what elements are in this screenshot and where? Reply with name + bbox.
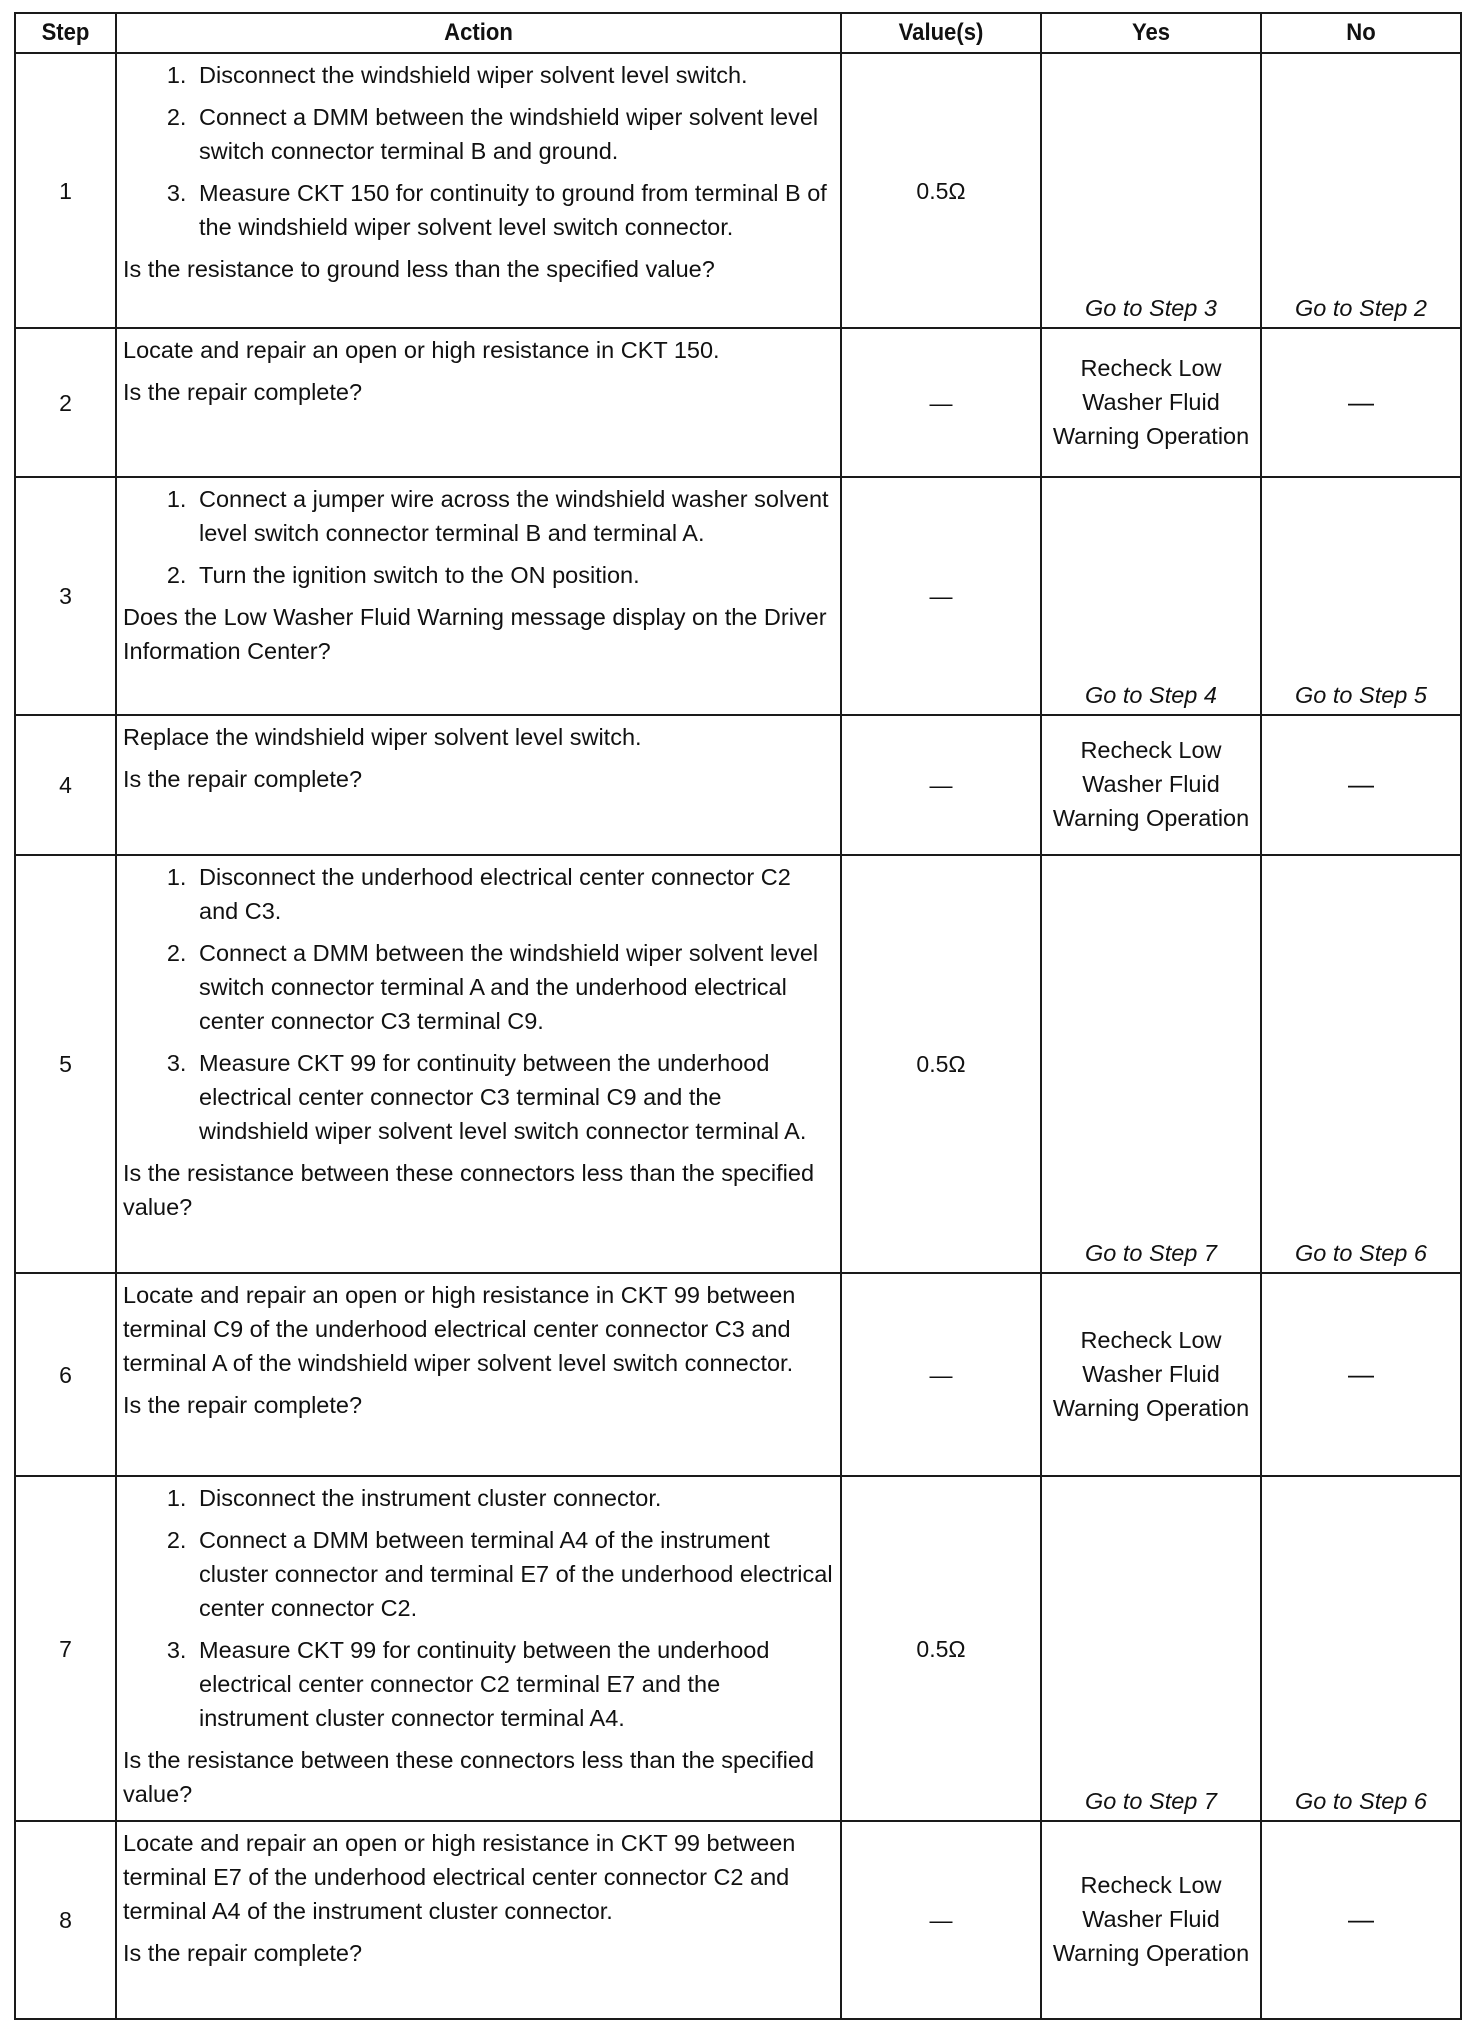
action-text: Locate and repair an open or high resistance in CKT 99 between terminal C9 of the underhood electrical center connector C3 and terminal A of the windshield wiper solvent level switch connector.	[123, 1282, 796, 1376]
header-yes: Yes	[1050, 13, 1252, 53]
substep: 1. Disconnect the windshield wiper solvent level switch.	[193, 58, 834, 92]
value-cell: —	[841, 1273, 1041, 1476]
question: Is the repair complete?	[123, 379, 363, 405]
table-row	[15, 328, 1461, 477]
no-result: —	[1261, 328, 1461, 477]
yes-result: Recheck Low Washer Fluid Warning Operation	[1041, 715, 1261, 855]
table-row	[15, 53, 1461, 328]
no-cell	[1261, 855, 1461, 1273]
value-cell: 0.5Ω	[841, 855, 1041, 1273]
no-cell	[1261, 1476, 1461, 1821]
no-cell	[1261, 53, 1461, 328]
step-number: 3	[15, 477, 116, 715]
yes-result: Go to Step 4	[1085, 682, 1217, 708]
no-result: —	[1261, 1273, 1461, 1476]
yes-result: Go to Step 7	[1085, 1240, 1217, 1266]
yes-result: Recheck Low Washer Fluid Warning Operation	[1041, 328, 1261, 477]
substep: 3. Measure CKT 150 for continuity to ground from terminal B of the windshield wiper solvent level switch connector.	[193, 176, 834, 244]
action-cell	[116, 1821, 841, 2019]
question: Is the resistance to ground less than the specified value?	[123, 256, 715, 282]
no-result: Go to Step 6	[1295, 1788, 1427, 1814]
substep: 2. Connect a DMM between terminal A4 of the instrument cluster connector and terminal E7 of the underhood electrical center connector C2.	[193, 1523, 834, 1625]
substep: 2. Connect a DMM between the windshield wiper solvent level switch connector terminal A and the underhood electrical center connector C3 terminal C9.	[193, 936, 834, 1038]
step-number: 8	[15, 1821, 116, 2019]
step-number: 5	[15, 855, 116, 1273]
step-number: 4	[15, 715, 116, 855]
no-result: Go to Step 2	[1295, 295, 1427, 321]
action-cell	[116, 53, 841, 328]
yes-result: Recheck Low Washer Fluid Warning Operation	[1041, 1821, 1261, 2019]
yes-cell	[1041, 53, 1261, 328]
action-cell	[116, 1273, 841, 1476]
question: Does the Low Washer Fluid Warning message display on the Driver Information Center?	[123, 604, 827, 664]
action-text: Replace the windshield wiper solvent level switch.	[123, 724, 642, 750]
substep: 3. Measure CKT 99 for continuity between the underhood electrical center connector C2 terminal E7 and the instrument cluster connector terminal A4.	[193, 1633, 834, 1735]
step-number: 7	[15, 1476, 116, 1821]
step-number: 1	[15, 53, 116, 328]
substep: 3. Measure CKT 99 for continuity between the underhood electrical center connector C3 terminal C9 and the windshield wiper solvent level switch connector terminal A.	[193, 1046, 834, 1148]
substep-list	[123, 58, 834, 244]
action-cell	[116, 715, 841, 855]
action-text: Locate and repair an open or high resistance in CKT 99 between terminal E7 of the underhood electrical center connector C2 and terminal A4 of the instrument cluster connector.	[123, 1830, 796, 1924]
substep: 2. Connect a DMM between the windshield wiper solvent level switch connector terminal B and ground.	[193, 100, 834, 168]
diagnostic-page	[14, 12, 1460, 2020]
header-action: Action	[145, 13, 812, 53]
yes-result: Go to Step 7	[1085, 1788, 1217, 1814]
substep: 1. Connect a jumper wire across the windshield washer solvent level switch connector terminal B and terminal A.	[193, 482, 834, 550]
table-row	[15, 715, 1461, 855]
no-result: —	[1261, 1821, 1461, 2019]
action-text: Locate and repair an open or high resistance in CKT 150.	[123, 337, 720, 363]
value-cell: —	[841, 715, 1041, 855]
substep: 2. Turn the ignition switch to the ON position.	[193, 558, 834, 592]
action-cell	[116, 328, 841, 477]
header-values: Value(s)	[849, 13, 1033, 53]
table-row	[15, 477, 1461, 715]
substep: 1. Disconnect the instrument cluster connector.	[193, 1481, 834, 1515]
yes-cell	[1041, 477, 1261, 715]
action-cell	[116, 477, 841, 715]
yes-cell	[1041, 855, 1261, 1273]
question: Is the resistance between these connectors less than the specified value?	[123, 1747, 815, 1807]
no-cell	[1261, 477, 1461, 715]
no-result: Go to Step 6	[1295, 1240, 1427, 1266]
step-number: 2	[15, 328, 116, 477]
question: Is the repair complete?	[123, 1392, 363, 1418]
question: Is the repair complete?	[123, 766, 363, 792]
value-cell: —	[841, 328, 1041, 477]
header-step: Step	[19, 13, 112, 53]
no-result: Go to Step 5	[1295, 682, 1427, 708]
yes-result: Recheck Low Washer Fluid Warning Operation	[1041, 1273, 1261, 1476]
table-row	[15, 1273, 1461, 1476]
substep-list	[123, 482, 834, 592]
yes-result: Go to Step 3	[1085, 295, 1217, 321]
yes-cell	[1041, 1476, 1261, 1821]
action-cell	[116, 1476, 841, 1821]
substep-list	[123, 1481, 834, 1735]
value-cell: 0.5Ω	[841, 1476, 1041, 1821]
no-result: —	[1261, 715, 1461, 855]
substep: 1. Disconnect the underhood electrical center connector C2 and C3.	[193, 860, 834, 928]
question: Is the resistance between these connectors less than the specified value?	[123, 1160, 815, 1220]
value-cell: 0.5Ω	[841, 53, 1041, 328]
action-cell	[116, 855, 841, 1273]
header-no: No	[1269, 13, 1453, 53]
question: Is the repair complete?	[123, 1940, 363, 1966]
step-number: 6	[15, 1273, 116, 1476]
substep-list	[123, 860, 834, 1148]
value-cell: —	[841, 477, 1041, 715]
header-row	[15, 13, 1461, 53]
table-row	[15, 1476, 1461, 1821]
table-row	[15, 1821, 1461, 2019]
diagnostic-table	[14, 12, 1462, 2020]
table-row	[15, 855, 1461, 1273]
value-cell: —	[841, 1821, 1041, 2019]
